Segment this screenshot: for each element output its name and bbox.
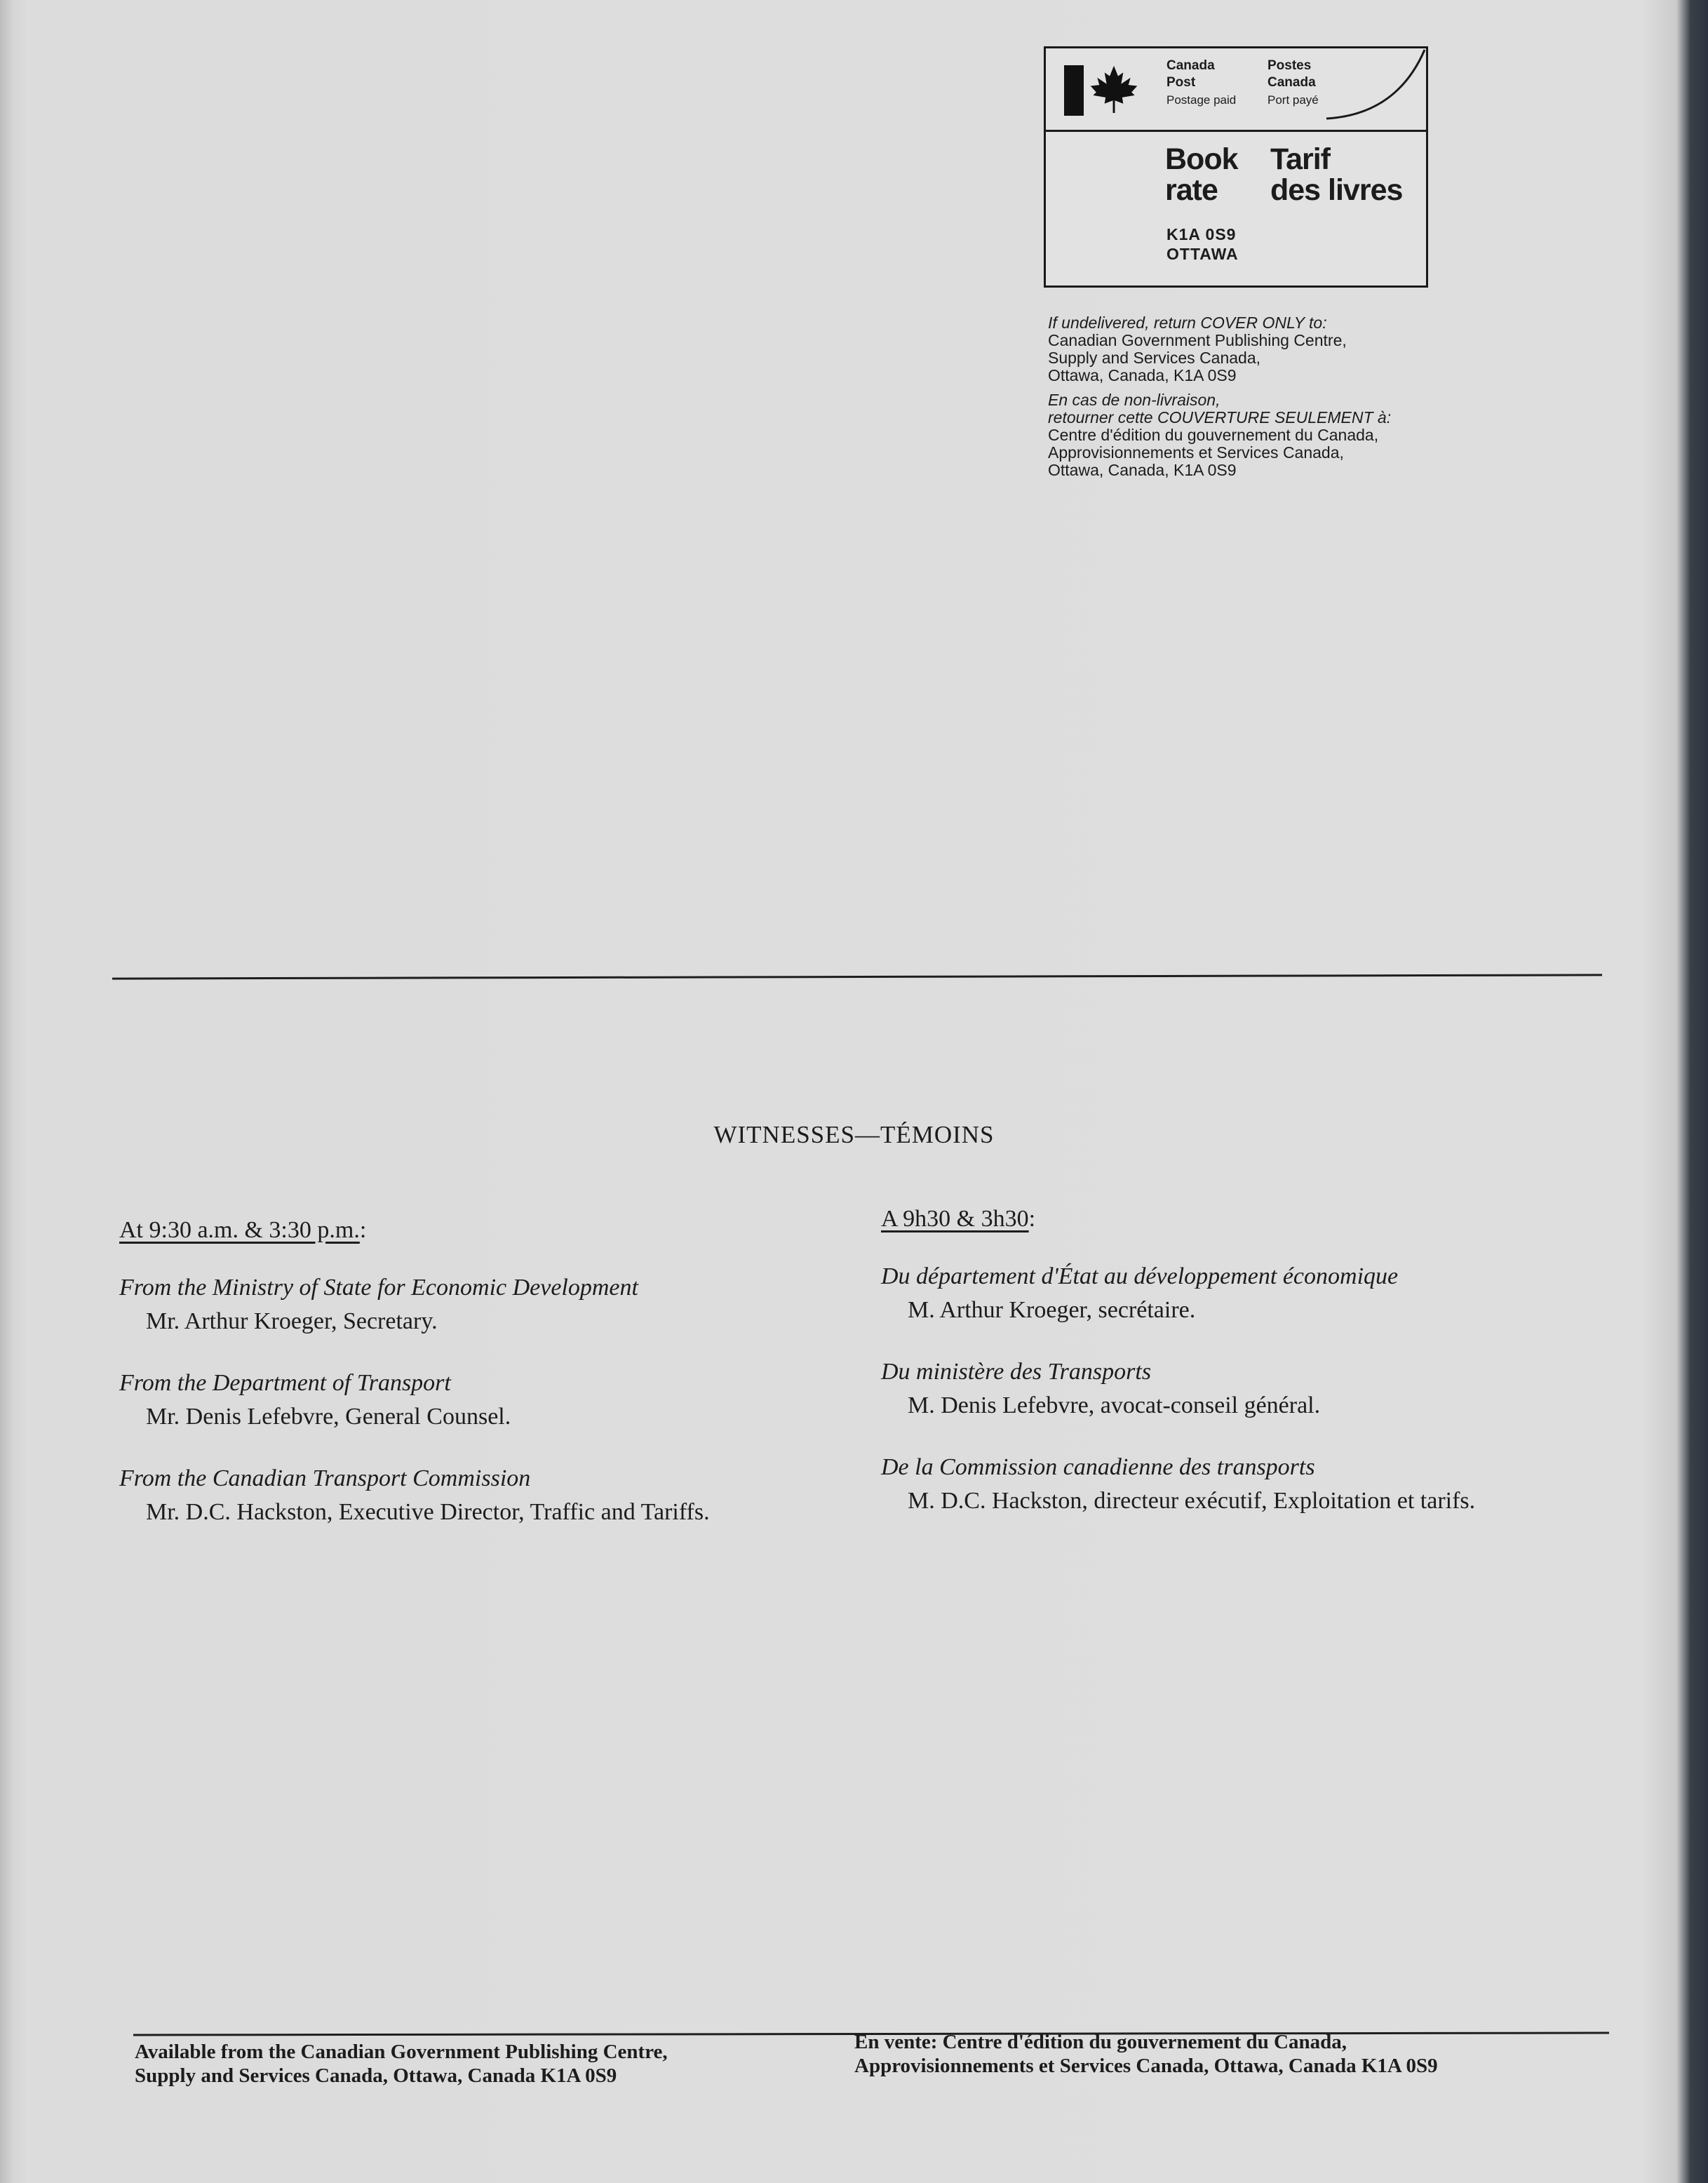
witness-name: Mr. D.C. Hackston, Executive Director, Traffic and Tariffs.: [146, 1499, 710, 1525]
canada-fr: Canada: [1267, 75, 1316, 90]
footer-french: [854, 2030, 1626, 2078]
witness-name: M. Arthur Kroeger, secrétaire.: [908, 1297, 1196, 1323]
book-en: Book: [1165, 142, 1238, 176]
rate-en: rate: [1165, 173, 1218, 207]
footer-english: [135, 2040, 864, 2088]
witness-name: Mr. Denis Lefebvre, General Counsel.: [146, 1404, 511, 1430]
french-column: [881, 1205, 1611, 1515]
return-fr-line: Centre d'édition du gouvernement du Canada,: [1048, 426, 1379, 444]
return-notice: [1048, 314, 1553, 479]
return-fr-line: retourner cette COUVERTURE SEULEMENT à:: [1048, 408, 1392, 426]
return-en-line: Supply and Services Canada,: [1048, 349, 1261, 367]
org-label: Du ministère des Transports: [881, 1359, 1152, 1385]
city: OTTAWA: [1166, 245, 1239, 263]
footer-en-line: Available from the Canadian Government Publishing Centre,: [135, 2041, 668, 2063]
return-en-line: Ottawa, Canada, K1A 0S9: [1048, 366, 1237, 384]
return-fr-line: En cas de non-livraison,: [1048, 391, 1221, 409]
return-en-line: Canadian Government Publishing Centre,: [1048, 331, 1347, 349]
post-en: Post: [1166, 75, 1196, 90]
org-label: Du département d'État au développement économique: [881, 1263, 1399, 1289]
postage-paid-en: Postage paid: [1166, 93, 1237, 107]
postage-indicia: [1044, 46, 1428, 288]
time-label-en: At 9:30 a.m. & 3:30 p.m.:: [119, 1217, 367, 1243]
des-livres-fr: des livres: [1270, 173, 1403, 207]
witness-name: Mr. Arthur Kroeger, Secretary.: [146, 1308, 438, 1334]
return-fr-line: Approvisionnements et Services Canada,: [1048, 443, 1344, 462]
org-label: From the Department of Transport: [119, 1370, 451, 1396]
page-edge: [0, 0, 14, 2183]
witness-name: M. D.C. Hackston, directeur exécutif, Exploitation et tarifs.: [908, 1488, 1476, 1514]
witness-name: M. Denis Lefebvre, avocat-conseil général.: [908, 1392, 1321, 1418]
postes-fr: Postes: [1267, 58, 1312, 73]
section-divider: [112, 974, 1602, 979]
org-label: From the Ministry of State for Economic Development: [119, 1275, 638, 1301]
return-en-line: If undelivered, return COVER ONLY to:: [1048, 314, 1327, 332]
port-paye-fr: Port payé: [1267, 93, 1319, 107]
postal-code: K1A 0S9: [1166, 225, 1237, 243]
tarif-fr: Tarif: [1270, 142, 1330, 176]
indicia-header: [1046, 48, 1426, 132]
footer-en-line: Supply and Services Canada, Ottawa, Canada K1A 0S9: [135, 2064, 617, 2087]
english-column: [119, 1216, 877, 1526]
footer-fr-line: Approvisionnements et Services Canada, Ottawa, Canada K1A 0S9: [854, 2055, 1438, 2077]
page-title: WITNESSES—TÉMOINS: [713, 1121, 995, 1148]
org-label: From the Canadian Transport Commission: [119, 1465, 531, 1491]
return-fr-line: Ottawa, Canada, K1A 0S9: [1048, 461, 1237, 479]
footer-fr-line: En vente: Centre d'édition du gouvernement du Canada,: [854, 2031, 1347, 2053]
time-label-fr: A 9h30 & 3h30:: [881, 1206, 1036, 1232]
canada-en: Canada: [1166, 58, 1215, 73]
org-label: De la Commission canadienne des transports: [881, 1454, 1315, 1480]
indicia-curve: [1046, 48, 1430, 130]
